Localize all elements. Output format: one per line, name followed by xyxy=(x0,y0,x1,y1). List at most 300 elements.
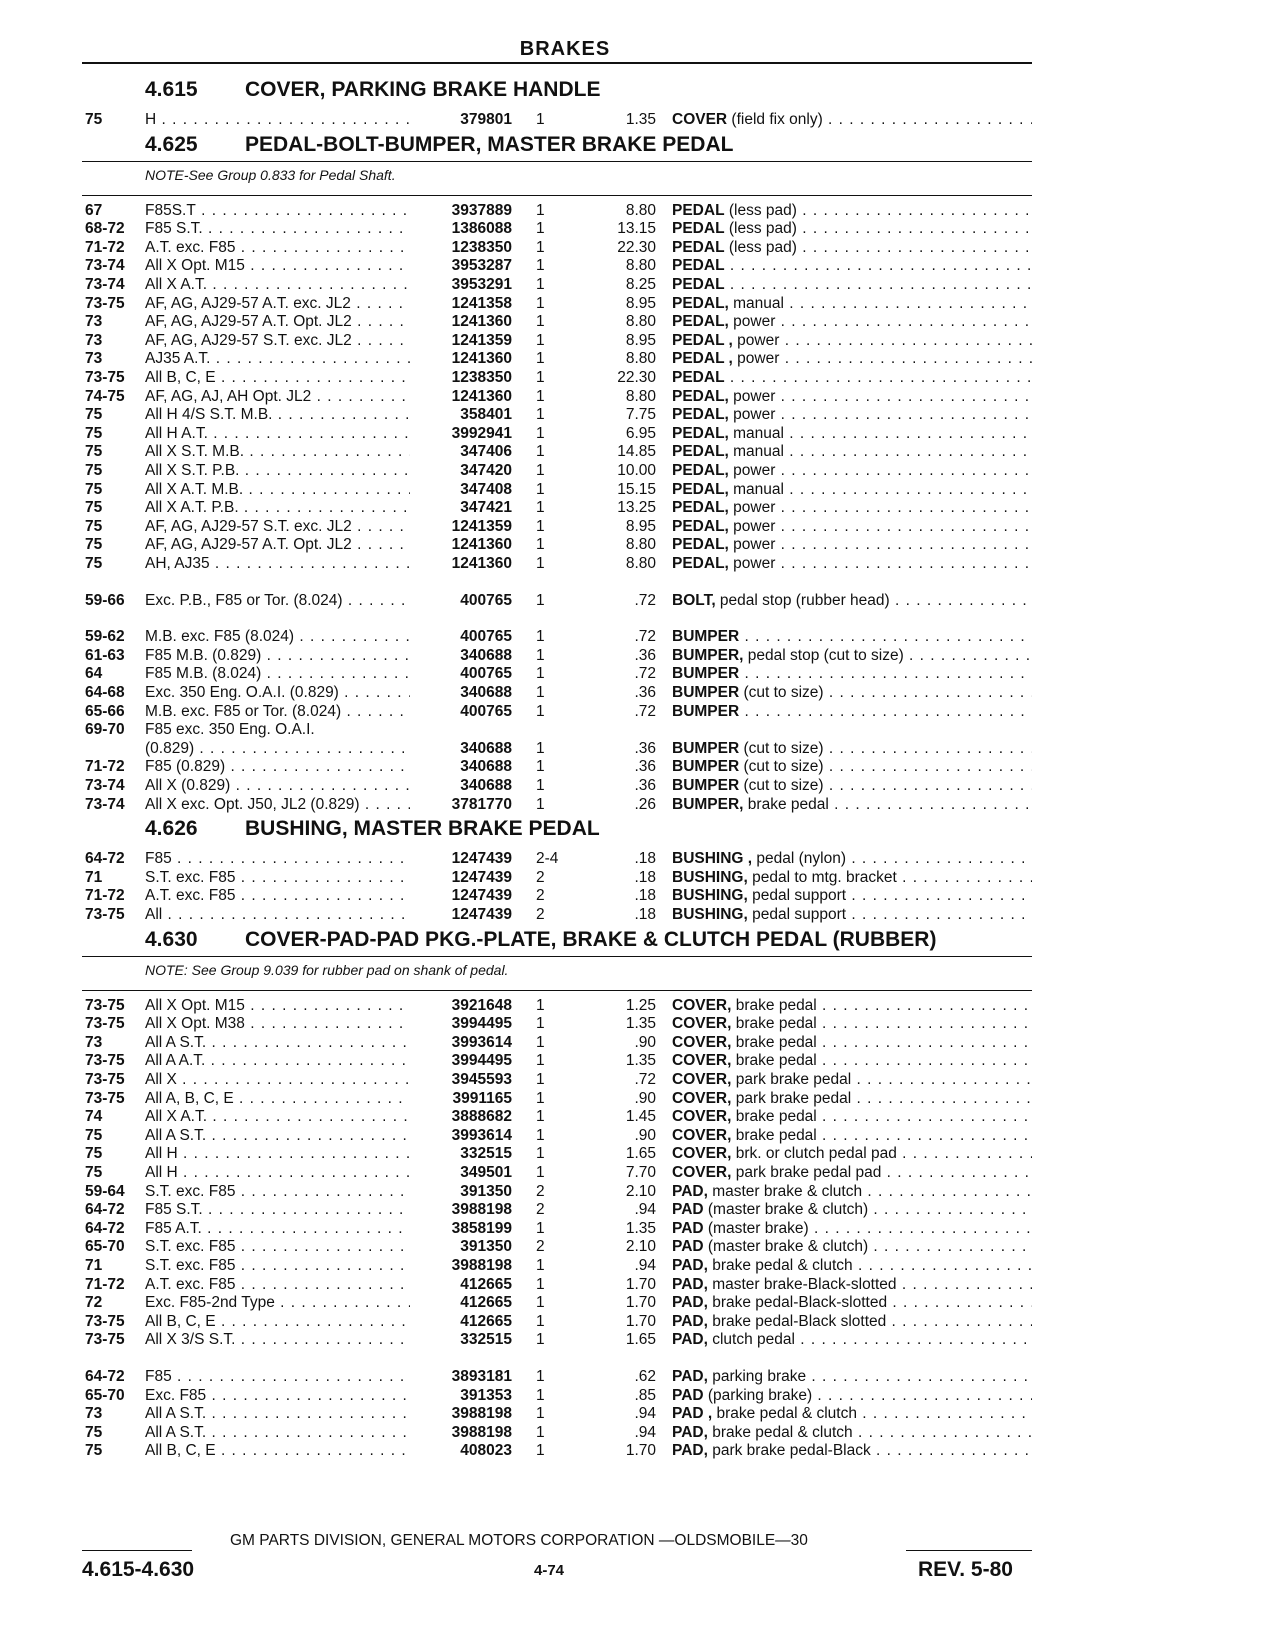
application: All X 3/S S.T. . . . xyxy=(145,1330,410,1349)
year-range: 73-75 xyxy=(85,369,125,386)
price: 8.25 xyxy=(625,276,656,293)
application: S.T. exc. F85 . . . xyxy=(145,1256,410,1275)
description-detail: park brake pedal xyxy=(731,1071,852,1088)
part-number: 400765 xyxy=(460,665,512,683)
description xyxy=(672,739,1032,758)
quantity: 1 xyxy=(536,238,545,256)
description-detail: clutch pedal xyxy=(707,1331,795,1349)
description-keyword: PAD, xyxy=(672,1368,708,1385)
section-header xyxy=(145,928,936,952)
description xyxy=(672,795,1032,814)
quantity: 2 xyxy=(536,1238,545,1256)
description-detail: park brake pedal xyxy=(731,1089,852,1107)
table-row xyxy=(0,905,1280,924)
part-number: 412665 xyxy=(460,1294,512,1312)
quantity: 1 xyxy=(536,1033,545,1051)
price: .72 xyxy=(634,591,656,609)
description xyxy=(672,480,1032,499)
part-number: 412665 xyxy=(460,1275,512,1293)
description-detail: manual xyxy=(728,443,784,461)
application: AF, AG, AJ29-57 S.T. exc. JL2 . . . xyxy=(145,331,410,350)
table-row xyxy=(0,387,1280,406)
description xyxy=(672,535,1032,554)
description xyxy=(672,868,1032,887)
year-range: 73-75 xyxy=(85,1052,125,1070)
application: All X (0.829) . . . xyxy=(145,776,410,795)
year-range: 73-75 xyxy=(85,294,125,312)
description-detail: (cut to size) xyxy=(739,684,824,701)
year-range: 73 xyxy=(85,350,103,368)
table-row xyxy=(0,1126,1280,1145)
table-row xyxy=(0,996,1280,1015)
application: All A S.T. . . . xyxy=(145,1126,410,1145)
part-number: 400765 xyxy=(460,702,512,720)
table-row xyxy=(0,886,1280,905)
application: All X S.T. P.B. . . . xyxy=(145,461,410,480)
part-number: 3988198 xyxy=(451,1257,512,1274)
description-detail: master brake & clutch xyxy=(707,1182,863,1200)
price: .72 xyxy=(634,702,656,720)
price: .94 xyxy=(634,1405,656,1423)
part-number: 347420 xyxy=(460,462,512,479)
description-detail: power xyxy=(728,462,776,479)
year-range: 73 xyxy=(85,331,103,349)
year-range: 74-75 xyxy=(85,387,125,405)
description-keyword: PAD xyxy=(672,1219,704,1237)
part-number: 3953287 xyxy=(451,257,512,275)
description xyxy=(672,110,1032,129)
description xyxy=(672,312,1032,331)
year-range: 75 xyxy=(85,480,103,498)
price: .72 xyxy=(634,665,656,683)
table-row xyxy=(0,1441,1280,1460)
description-keyword: COVER, xyxy=(672,1164,732,1181)
year-range: 75 xyxy=(85,499,103,517)
section-title: BUSHING, MASTER BRAKE PEDAL xyxy=(245,817,600,841)
description-keyword: COVER xyxy=(672,111,728,128)
table-row xyxy=(0,1330,1280,1349)
quantity: 1 xyxy=(536,1071,545,1088)
table-row xyxy=(0,683,1280,702)
description-keyword: PEDAL, xyxy=(672,406,729,424)
application: F85 (0.829) . . . xyxy=(145,757,410,776)
application: All X Opt. M38 . . . xyxy=(145,1014,410,1033)
year-range: 65-70 xyxy=(85,1238,125,1256)
description xyxy=(672,1070,1032,1089)
part-number: 3993614 xyxy=(451,1126,512,1144)
description-detail: (master brake & clutch) xyxy=(703,1238,869,1256)
quantity: 1 xyxy=(536,443,545,461)
description xyxy=(672,1237,1032,1256)
description-detail: brake pedal xyxy=(731,1126,817,1144)
year-range: 73 xyxy=(85,1405,103,1423)
quantity: 1 xyxy=(536,1108,545,1126)
year-range: 71-72 xyxy=(85,238,125,256)
section-number: 4.615 xyxy=(145,78,198,101)
price: 13.15 xyxy=(617,220,656,238)
description xyxy=(672,1163,1032,1182)
application: All H A.T. . . . xyxy=(145,424,410,443)
quantity: 1 xyxy=(536,555,545,572)
description-keyword: PEDAL, xyxy=(672,517,729,535)
application: All X Opt. M15 . . . xyxy=(145,996,410,1015)
section-number: 4.625 xyxy=(145,132,198,156)
description-detail: pedal support xyxy=(747,906,847,923)
description-detail: brake pedal xyxy=(731,1033,817,1051)
description-keyword: BUMPER xyxy=(672,665,740,683)
description xyxy=(672,294,1032,313)
table-row xyxy=(0,1293,1280,1312)
note-rule-top xyxy=(82,161,1032,162)
table-row xyxy=(0,776,1280,795)
part-number: 400765 xyxy=(460,628,512,646)
year-range: 64 xyxy=(85,665,103,683)
price: 22.30 xyxy=(617,238,656,256)
table-row xyxy=(0,294,1280,313)
section-header xyxy=(145,78,600,102)
price: .36 xyxy=(634,684,656,701)
quantity: 1 xyxy=(536,480,545,498)
price: 8.95 xyxy=(625,517,656,535)
description-keyword: BUSHING , xyxy=(672,850,753,868)
description xyxy=(672,219,1032,238)
application: Exc. 350 Eng. O.A.I. (0.829) . . . xyxy=(145,683,410,702)
description xyxy=(672,683,1032,702)
description xyxy=(672,1089,1032,1108)
part-number: 391353 xyxy=(460,1386,512,1404)
year-range: 64-72 xyxy=(85,1201,125,1219)
part-number: 1386088 xyxy=(451,220,512,238)
table-row xyxy=(0,627,1280,646)
year-range: 59-66 xyxy=(85,591,125,609)
description-keyword: COVER, xyxy=(672,1033,732,1051)
price: .36 xyxy=(634,646,656,664)
part-number: 1241360 xyxy=(451,387,512,405)
description-keyword: COVER, xyxy=(672,1108,732,1126)
table-row xyxy=(0,868,1280,887)
quantity: 2 xyxy=(536,906,545,923)
note-rule-top xyxy=(82,956,1032,957)
application: AJ35 A.T. . . . xyxy=(145,349,410,368)
quantity: 1 xyxy=(536,220,545,238)
description-detail: park brake pedal-Black xyxy=(707,1442,871,1460)
description-detail: parking brake xyxy=(707,1368,807,1385)
title-rule xyxy=(82,62,1032,64)
description xyxy=(672,627,1032,646)
description-keyword: PEDAL, xyxy=(672,480,729,498)
year-range: 75 xyxy=(85,1442,103,1460)
description xyxy=(672,646,1032,665)
year-range: 64-72 xyxy=(85,850,125,868)
footer-rule-left xyxy=(82,1550,192,1551)
part-number: 3993614 xyxy=(451,1033,512,1051)
application: F85 . . . xyxy=(145,1367,410,1386)
description-keyword: COVER, xyxy=(672,1052,732,1070)
part-number: 3945593 xyxy=(451,1071,512,1088)
part-number: 340688 xyxy=(460,777,512,794)
part-number: 3893181 xyxy=(451,1368,512,1385)
year-range: 73-74 xyxy=(85,795,125,813)
description-detail: (cut to size) xyxy=(739,758,824,776)
part-number: 347421 xyxy=(460,499,512,517)
part-number: 391350 xyxy=(460,1182,512,1200)
description-keyword: PEDAL xyxy=(672,238,725,256)
application: F85 S.T. . . . xyxy=(145,1200,410,1219)
price: .18 xyxy=(634,887,656,905)
price: 1.65 xyxy=(625,1331,656,1349)
description xyxy=(672,776,1032,795)
year-range: 75 xyxy=(85,536,103,554)
price: .36 xyxy=(634,758,656,776)
part-number: 1247439 xyxy=(451,887,512,905)
description xyxy=(672,498,1032,517)
application: All X Opt. M15 . . . xyxy=(145,256,410,275)
description-keyword: PEDAL, xyxy=(672,499,729,517)
application: F85S.T . . . xyxy=(145,201,410,220)
price: .18 xyxy=(634,906,656,923)
price: 1.45 xyxy=(625,1108,656,1126)
price: 10.00 xyxy=(617,462,656,479)
description xyxy=(672,442,1032,461)
part-number: 3988198 xyxy=(451,1201,512,1219)
price: 8.80 xyxy=(625,313,656,331)
description-detail: brake pedal xyxy=(731,1108,817,1126)
description-keyword: BUSHING, xyxy=(672,887,748,905)
table-row xyxy=(0,238,1280,257)
application: All X A.T. . . . xyxy=(145,275,410,294)
year-range: 75 xyxy=(85,1164,103,1181)
table-row xyxy=(0,664,1280,683)
description-keyword: BUMPER xyxy=(672,739,740,757)
year-range: 71 xyxy=(85,868,103,886)
quantity: 1 xyxy=(536,369,545,386)
footer-rule-right xyxy=(906,1550,1032,1551)
description-keyword: COVER, xyxy=(672,1145,732,1163)
quantity: 1 xyxy=(536,1368,545,1385)
quantity: 2 xyxy=(536,1201,545,1219)
description-keyword: PEDAL xyxy=(672,257,725,275)
price: 8.80 xyxy=(625,350,656,368)
description-keyword: PEDAL xyxy=(672,276,725,293)
description xyxy=(672,1144,1032,1163)
description-detail: power xyxy=(728,387,776,405)
quantity: 1 xyxy=(536,294,545,312)
application: F85 M.B. (0.829) . . . xyxy=(145,646,410,665)
quantity: 2 xyxy=(536,1182,545,1200)
description xyxy=(672,256,1032,275)
price: 1.25 xyxy=(625,996,656,1014)
quantity: 1 xyxy=(536,646,545,664)
table-row xyxy=(0,368,1280,387)
table-row xyxy=(0,1275,1280,1294)
part-number: 412665 xyxy=(460,1312,512,1330)
table-row xyxy=(0,1182,1280,1201)
price: .90 xyxy=(634,1033,656,1051)
part-number: 379801 xyxy=(460,111,512,128)
description xyxy=(672,517,1032,536)
description-keyword: PAD, xyxy=(672,1257,708,1274)
part-number: 3953291 xyxy=(451,276,512,293)
part-number: 347406 xyxy=(460,443,512,461)
part-number: 3994495 xyxy=(451,1052,512,1070)
application: F85 . . . xyxy=(145,849,410,868)
description-detail: brake pedal & clutch xyxy=(712,1405,857,1423)
quantity: 1 xyxy=(536,777,545,794)
part-number: 400765 xyxy=(460,591,512,609)
year-range: 75 xyxy=(85,1423,103,1441)
application: F85 A.T. . . . xyxy=(145,1219,410,1238)
table-row xyxy=(0,1033,1280,1052)
description-keyword: COVER, xyxy=(672,1126,732,1144)
part-number: 391350 xyxy=(460,1238,512,1256)
price: 13.25 xyxy=(617,499,656,517)
year-range: 71-72 xyxy=(85,1275,125,1293)
description xyxy=(672,405,1032,424)
application: All X A.T. . . . xyxy=(145,1107,410,1126)
application: M.B. exc. F85 or Tor. (8.024) . . . xyxy=(145,702,410,721)
price: .72 xyxy=(634,1071,656,1088)
quantity: 1 xyxy=(536,1052,545,1070)
description xyxy=(672,1423,1032,1442)
table-row xyxy=(0,1089,1280,1108)
description-detail: (cut to size) xyxy=(739,739,824,757)
year-range: 75 xyxy=(85,1126,103,1144)
application: M.B. exc. F85 (8.024) . . . xyxy=(145,627,410,646)
description xyxy=(672,554,1032,573)
part-number: 1247439 xyxy=(451,850,512,868)
description-keyword: PEDAL, xyxy=(672,424,729,442)
price: .94 xyxy=(634,1257,656,1274)
quantity: 1 xyxy=(536,795,545,813)
price: .18 xyxy=(634,868,656,886)
description-keyword: PEDAL , xyxy=(672,331,733,349)
part-number: 3888682 xyxy=(451,1108,512,1126)
table-row xyxy=(0,1014,1280,1033)
application: AF, AG, AJ29-57 A.T. exc. JL2 . . . xyxy=(145,294,410,313)
description-keyword: PAD, xyxy=(672,1331,708,1349)
quantity: 1 xyxy=(536,1386,545,1404)
description xyxy=(672,201,1032,220)
description xyxy=(672,1219,1032,1238)
description-keyword: BUSHING, xyxy=(672,906,748,923)
price: .72 xyxy=(634,628,656,646)
table-row xyxy=(0,1051,1280,1070)
quantity: 1 xyxy=(536,1089,545,1107)
quantity: 1 xyxy=(536,350,545,368)
price: 8.80 xyxy=(625,257,656,275)
quantity: 1 xyxy=(536,758,545,776)
description xyxy=(672,461,1032,480)
description-detail: power xyxy=(728,313,776,331)
price: .36 xyxy=(634,739,656,757)
price: .18 xyxy=(634,850,656,868)
price: 8.80 xyxy=(625,201,656,219)
description-detail: pedal (nylon) xyxy=(752,850,847,868)
description-keyword: PAD , xyxy=(672,1405,713,1423)
application: All A S.T. . . . xyxy=(145,1404,410,1423)
section-number: 4.626 xyxy=(145,817,198,841)
price: 8.80 xyxy=(625,536,656,554)
part-number: 1241360 xyxy=(451,536,512,554)
part-number: 3781770 xyxy=(451,795,512,813)
price: 1.70 xyxy=(625,1312,656,1330)
year-range: 73 xyxy=(85,1033,103,1051)
description-detail: (cut to size) xyxy=(739,777,824,794)
table-row xyxy=(0,849,1280,868)
year-range: 72 xyxy=(85,1294,103,1312)
quantity: 1 xyxy=(536,1294,545,1312)
application: All X S.T. M.B. . . . xyxy=(145,442,410,461)
application: A.T. exc. F85 . . . xyxy=(145,238,410,257)
description-detail: brake pedal xyxy=(743,795,829,813)
table-row xyxy=(0,1423,1280,1442)
year-range: 65-66 xyxy=(85,702,125,720)
year-range: 73-75 xyxy=(85,906,125,923)
note-rule-bottom xyxy=(82,195,1032,196)
description-detail: manual xyxy=(728,480,784,498)
part-number: 3858199 xyxy=(451,1219,512,1237)
part-number: 349501 xyxy=(460,1164,512,1181)
application: All X . . . xyxy=(145,1070,410,1089)
application: F85 exc. 350 Eng. O.A.I. xyxy=(145,721,315,739)
year-range: 59-64 xyxy=(85,1182,125,1200)
table-row xyxy=(0,702,1280,721)
table-row xyxy=(0,1404,1280,1423)
quantity: 1 xyxy=(536,1219,545,1237)
application: All B, C, E . . . xyxy=(145,1441,410,1460)
price: 7.70 xyxy=(625,1164,656,1181)
price: .62 xyxy=(634,1368,656,1385)
price: .94 xyxy=(634,1423,656,1441)
description-detail: brake pedal-Black-slotted xyxy=(707,1294,888,1312)
description-keyword: PEDAL, xyxy=(672,313,729,331)
section-number: 4.630 xyxy=(145,927,198,951)
description-detail: brk. or clutch pedal pad xyxy=(731,1145,897,1163)
description-detail: power xyxy=(728,406,776,424)
year-range: 73-75 xyxy=(85,996,125,1014)
part-number: 1241359 xyxy=(451,517,512,535)
description xyxy=(672,664,1032,683)
description xyxy=(672,996,1032,1015)
quantity: 1 xyxy=(536,499,545,517)
section-header xyxy=(145,817,600,841)
price: .90 xyxy=(634,1126,656,1144)
description-detail: power xyxy=(728,517,776,535)
description-keyword: PEDAL , xyxy=(672,350,733,368)
description-keyword: BUMPER xyxy=(672,684,740,701)
table-row xyxy=(0,256,1280,275)
description-keyword: PAD, xyxy=(672,1294,708,1312)
quantity: 1 xyxy=(536,462,545,479)
application: AF, AG, AJ29-57 A.T. Opt. JL2 . . . xyxy=(145,535,410,554)
description xyxy=(672,591,1032,610)
table-row xyxy=(0,275,1280,294)
year-range: 69-70 xyxy=(85,721,125,739)
description-detail: power xyxy=(732,331,780,349)
description-detail: pedal stop (cut to size) xyxy=(743,646,904,664)
price: 2.10 xyxy=(625,1238,656,1256)
price: 1.35 xyxy=(625,111,656,128)
price: 8.95 xyxy=(625,294,656,312)
quantity: 1 xyxy=(536,387,545,405)
year-range: 68-72 xyxy=(85,220,125,238)
description-detail: brake pedal xyxy=(731,996,817,1014)
description xyxy=(672,1051,1032,1070)
description-keyword: BUMPER, xyxy=(672,646,744,664)
section-title: PEDAL-BOLT-BUMPER, MASTER BRAKE PEDAL xyxy=(245,132,734,156)
description-keyword: PAD, xyxy=(672,1275,708,1293)
year-range: 71-72 xyxy=(85,758,125,776)
